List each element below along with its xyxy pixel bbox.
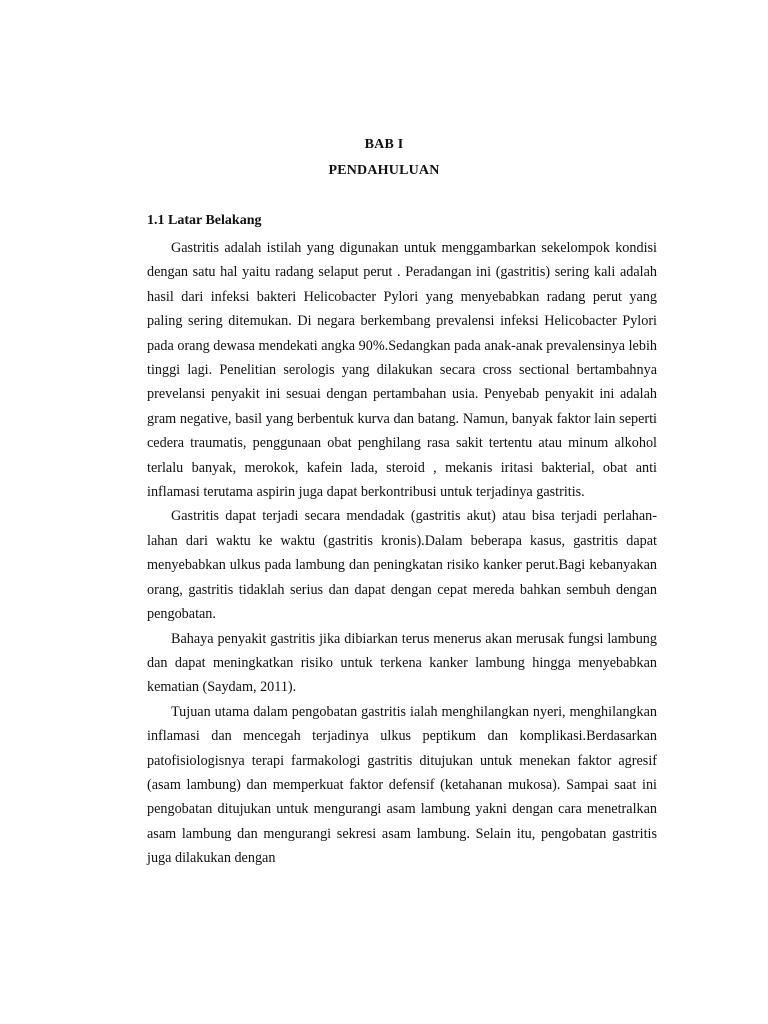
paragraph: Gastritis adalah istilah yang digunakan untuk menggambarkan sekelompok kondisi dengan satu hal yaitu radang selaput perut . Peradangan ini (gastritis) sering kali adalah hasil dari infeksi bakteri Helicobacter Pylori yang menyebabkan radang perut yang paling sering ditemukan. Di negara berkembang prevalensi infeksi Helicobacter Pylori pada orang dewasa mendekati angka 90%.Sedangkan pada anak-anak prevalensinya lebih tinggi lagi. Penelitian serologis yang dilakukan secara cross sectional bertambahnya prevelansi penyakit ini sesuai dengan pertambahan usia. Penyebab penyakit ini adalah gram negative, basil yang berbentuk kurva dan batang. Namun, banyak faktor lain seperti cedera traumatis, penggunaan obat penghilang rasa sakit tertentu atau minum alkohol terlalu banyak, merokok, kafein lada, steroid , mekanis iritasi bakterial, obat anti inflamasi terutama aspirin juga dapat berkontribusi untuk terjadinya gastritis. xyxy=(147,240,657,501)
paragraph: Gastritis dapat terjadi secara mendadak (gastritis akut) atau bisa terjadi perlahan-lahan dari waktu ke waktu (gastritis kronis).Dalam beberapa kasus, gastritis dapat menyebabkan ulkus pada lambung dan peningkatan risiko kanker perut.Bagi kebanyakan orang, gastritis tidaklah serius dan dapat dengan cepat mereda bahkan sembuh dengan pengobatan. xyxy=(147,508,657,623)
body-text xyxy=(147,236,657,871)
chapter-number: BAB I xyxy=(364,137,404,152)
paragraph: Tujuan utama dalam pengobatan gastritis ialah menghilangkan nyeri, menghilangkan inflamasi dan mencegah terjadinya ulkus peptikum dan komplikasi.Berdasarkan patofisiologisnya terapi farmakologi gastritis ditujukan untuk menekan faktor agresif (asam lambung) dan memperkuat faktor defensif (ketahanan mukosa). Sampai saat ini pengobatan ditujukan untuk mengurangi asam lambung yakni dengan cara menetralkan asam lambung dan mengurangi sekresi asam lambung. Selain itu, pengobatan gastritis juga dilakukan dengan xyxy=(147,703,657,867)
section-title: 1.1 Latar Belakang xyxy=(147,213,262,228)
paragraph: Bahaya penyakit gastritis jika dibiarkan terus menerus akan merusak fungsi lambung dan dapat meningkatkan risiko untuk terkena kanker lambung hingga menyebabkan kematian (Saydam, 2011). xyxy=(147,630,657,696)
chapter-title: PENDAHULUAN xyxy=(328,163,440,178)
